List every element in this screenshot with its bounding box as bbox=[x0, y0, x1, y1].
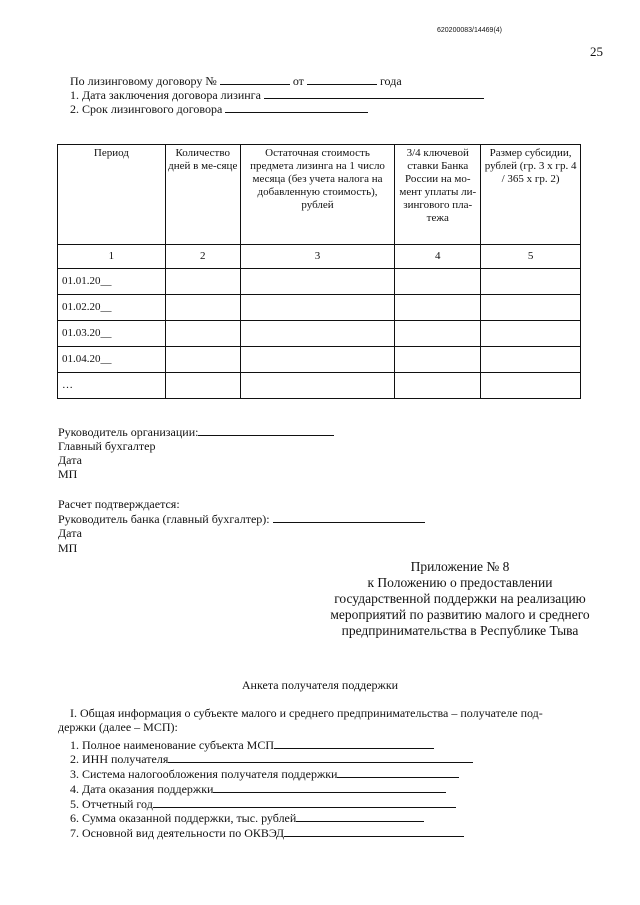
seal-label: МП bbox=[58, 467, 78, 481]
period-cell: 01.02.20__ bbox=[58, 295, 166, 321]
table-cell[interactable] bbox=[240, 373, 395, 399]
column-number: 2 bbox=[165, 245, 240, 269]
contract-line bbox=[70, 74, 402, 88]
table-cell[interactable] bbox=[240, 269, 395, 295]
appendix-line: государственной поддержки на реализацию bbox=[334, 591, 586, 606]
column-number-row bbox=[58, 245, 581, 269]
survey-answer-field[interactable] bbox=[168, 752, 473, 763]
header-residual-value: Остаточная стоимость предмета лизинга на 1 число месяца (без учета налога на добавленную стоимость), рублей bbox=[240, 145, 395, 245]
table-row bbox=[58, 347, 581, 373]
section-heading-line2: держки (далее – МСП): bbox=[58, 720, 178, 734]
org-head-signature-field[interactable] bbox=[198, 425, 334, 436]
survey-item-label: 4. Дата оказания поддержки bbox=[70, 782, 214, 796]
survey-item-label: 5. Отчетный год bbox=[70, 797, 153, 811]
survey-item-label: 7. Основной вид деятельности по ОКВЭД bbox=[70, 826, 285, 840]
column-number: 3 bbox=[240, 245, 395, 269]
contract-date-line bbox=[70, 88, 484, 102]
table-row bbox=[58, 295, 581, 321]
survey-item bbox=[70, 797, 456, 811]
table-cell[interactable] bbox=[481, 373, 581, 399]
table-cell[interactable] bbox=[395, 347, 481, 373]
survey-item-label: 6. Сумма оказанной поддержки, тыс. рублей bbox=[70, 811, 297, 825]
header-days: Количество дней в ме-сяце bbox=[165, 145, 240, 245]
column-number: 4 bbox=[395, 245, 481, 269]
page-number: 25 bbox=[590, 44, 603, 59]
contract-year: года bbox=[379, 74, 402, 88]
section-heading-line1: I. Общая информация о субъекте малого и среднего предпринимательства – получателе под- bbox=[70, 706, 543, 720]
survey-item bbox=[70, 767, 459, 781]
table-cell[interactable] bbox=[395, 269, 481, 295]
table-cell[interactable] bbox=[165, 269, 240, 295]
header-subsidy: Размер субсидии, рублей (гр. 3 х гр. 4 / 365 х гр. 2) bbox=[481, 145, 581, 245]
table-cell[interactable] bbox=[240, 347, 395, 373]
period-cell: 01.01.20__ bbox=[58, 269, 166, 295]
column-number: 5 bbox=[481, 245, 581, 269]
table-cell[interactable] bbox=[395, 295, 481, 321]
survey-item bbox=[70, 826, 464, 840]
table-cell[interactable] bbox=[395, 373, 481, 399]
chief-accountant-label: Главный бухгалтер bbox=[58, 439, 156, 453]
contract-term-line bbox=[70, 102, 368, 116]
table-cell[interactable] bbox=[481, 295, 581, 321]
item2-label: 2. Срок лизингового договора bbox=[70, 102, 223, 116]
table-cell[interactable] bbox=[165, 321, 240, 347]
period-cell: 01.04.20__ bbox=[58, 347, 166, 373]
survey-item bbox=[70, 811, 424, 825]
survey-item-label: 3. Система налогообложения получателя поддержки bbox=[70, 767, 338, 781]
org-head-line bbox=[58, 425, 334, 439]
survey-answer-field[interactable] bbox=[153, 797, 456, 808]
contract-number-field[interactable] bbox=[220, 74, 290, 85]
period-cell: … bbox=[58, 373, 166, 399]
appendix-line: мероприятий по развитию малого и среднего bbox=[330, 607, 590, 622]
contract-from: от bbox=[292, 74, 304, 88]
survey-item bbox=[70, 738, 434, 752]
survey-answer-field[interactable] bbox=[213, 782, 446, 793]
contract-term-field[interactable] bbox=[225, 102, 368, 113]
appendix-line: предпринимательства в Республике Тыва bbox=[341, 623, 579, 638]
table-cell[interactable] bbox=[240, 295, 395, 321]
date-label: Дата bbox=[58, 453, 82, 467]
header-period: Период bbox=[58, 145, 166, 245]
appendix-line: к Положению о предоставлении bbox=[367, 575, 553, 590]
contract-conclusion-date-field[interactable] bbox=[264, 88, 484, 99]
bank-head-line bbox=[58, 512, 425, 526]
subsidy-table bbox=[57, 144, 581, 399]
seal-label: МП bbox=[58, 541, 78, 555]
table-cell[interactable] bbox=[395, 321, 481, 347]
table-row bbox=[58, 373, 581, 399]
table-row bbox=[58, 269, 581, 295]
table-header-row bbox=[58, 145, 581, 245]
table-cell[interactable] bbox=[481, 269, 581, 295]
table-cell[interactable] bbox=[481, 321, 581, 347]
survey-answer-field[interactable] bbox=[284, 826, 464, 837]
survey-answer-field[interactable] bbox=[296, 811, 424, 822]
calculation-confirmed-label: Расчет подтверждается: bbox=[58, 497, 180, 511]
bank-head-signature-field[interactable] bbox=[273, 512, 425, 523]
survey-item bbox=[70, 752, 473, 766]
contract-date-field[interactable] bbox=[307, 74, 377, 85]
appendix-line: Приложение № 8 bbox=[410, 559, 510, 574]
header-key-rate: 3/4 ключевой ставки Банка России на мо-мент уплаты ли-зингового пла-тежа bbox=[395, 145, 481, 245]
survey-item-label: 2. ИНН получателя bbox=[70, 752, 169, 766]
column-number: 1 bbox=[58, 245, 166, 269]
appendix-heading bbox=[300, 559, 620, 639]
period-cell: 01.03.20__ bbox=[58, 321, 166, 347]
survey-item-label: 1. Полное наименование субъекта МСП bbox=[70, 738, 274, 752]
date-label: Дата bbox=[58, 526, 82, 540]
contract-prefix: По лизинговому договору № bbox=[70, 74, 217, 88]
table-cell[interactable] bbox=[165, 347, 240, 373]
item1-label: 1. Дата заключения договора лизинга bbox=[70, 88, 261, 102]
table-row bbox=[58, 321, 581, 347]
survey-answer-field[interactable] bbox=[337, 767, 459, 778]
bank-head-label: Руководитель банка (главный бухгалтер): bbox=[58, 512, 270, 526]
survey-item bbox=[70, 782, 446, 796]
table-cell[interactable] bbox=[481, 347, 581, 373]
survey-answer-field[interactable] bbox=[274, 738, 434, 749]
table-cell[interactable] bbox=[165, 295, 240, 321]
document-code: 620200083/14469(4) bbox=[437, 27, 503, 34]
table-cell[interactable] bbox=[240, 321, 395, 347]
table-cell[interactable] bbox=[165, 373, 240, 399]
survey-title: Анкета получателя поддержки bbox=[241, 678, 399, 692]
org-head-label: Руководитель организации: bbox=[58, 425, 199, 439]
